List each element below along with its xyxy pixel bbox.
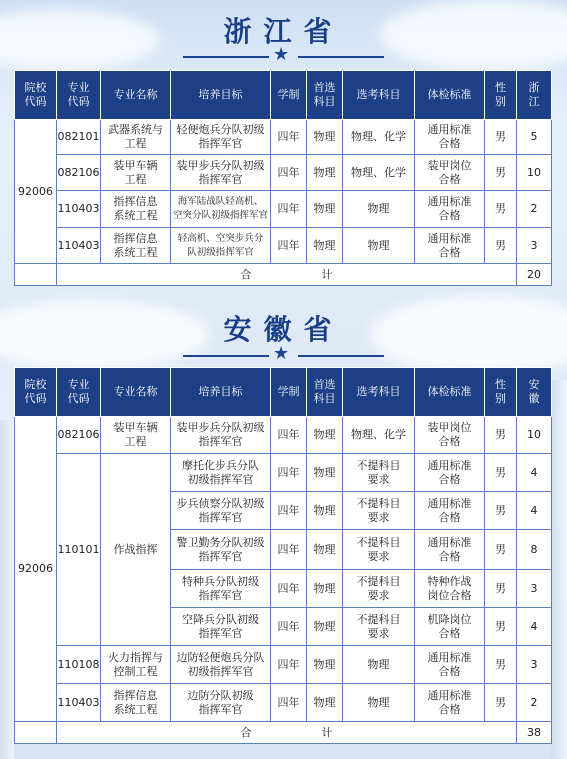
total-label: 合 计 <box>57 264 517 286</box>
title-decoration <box>0 44 567 65</box>
sex: 男 <box>485 155 517 191</box>
elective-subject: 物理、化学 <box>343 417 415 454</box>
header-major-code: 专业 代码 <box>57 368 101 417</box>
total-label: 合 计 <box>57 722 517 744</box>
table-row <box>15 191 552 228</box>
table-header-row <box>15 368 552 417</box>
elective-subject: 不提科目 要求 <box>343 570 415 608</box>
background-building <box>551 380 567 759</box>
major-code: 110403 <box>57 684 101 722</box>
major-code: 082106 <box>57 155 101 191</box>
header-goal: 培养目标 <box>171 368 271 417</box>
header-province: 浙 江 <box>517 71 552 120</box>
major-name: 武器系统与 工程 <box>101 120 171 155</box>
major-name: 指挥信息 系统工程 <box>101 191 171 228</box>
health-standard: 通用标准 合格 <box>415 228 485 264</box>
title-decoration <box>0 343 567 364</box>
major-name: 作战指挥 <box>101 454 171 646</box>
header-school-code: 院校 代码 <box>15 71 57 120</box>
header-major-code: 专业 代码 <box>57 71 101 120</box>
sex: 男 <box>485 608 517 646</box>
years: 四年 <box>271 570 307 608</box>
quota: 4 <box>517 608 552 646</box>
quota: 3 <box>517 570 552 608</box>
header-school-code: 院校 代码 <box>15 368 57 417</box>
health-standard: 通用标准 合格 <box>415 454 485 492</box>
header-years: 学制 <box>271 368 307 417</box>
training-goal: 装甲步兵分队初级 指挥军官 <box>171 155 271 191</box>
header-sex: 性 别 <box>485 71 517 120</box>
total-row <box>15 264 552 286</box>
elective-subject: 物理、化学 <box>343 120 415 155</box>
sex: 男 <box>485 417 517 454</box>
table-row <box>15 684 552 722</box>
sex: 男 <box>485 454 517 492</box>
header-province: 安 徽 <box>517 368 552 417</box>
background-building <box>0 420 14 759</box>
first-subject: 物理 <box>307 228 343 264</box>
first-subject: 物理 <box>307 417 343 454</box>
training-goal: 装甲步兵分队初级 指挥军官 <box>171 417 271 454</box>
section-title-anhui: 安徽省 <box>223 313 344 346</box>
first-subject: 物理 <box>307 191 343 228</box>
first-subject: 物理 <box>307 530 343 570</box>
training-goal: 边防分队初级 指挥军官 <box>171 684 271 722</box>
major-name: 指挥信息 系统工程 <box>101 684 171 722</box>
total-value: 38 <box>517 722 552 744</box>
star-icon: ★ <box>273 44 290 65</box>
health-standard: 通用标准 合格 <box>415 191 485 228</box>
years: 四年 <box>271 492 307 530</box>
quota: 4 <box>517 492 552 530</box>
major-name: 火力指挥与 控制工程 <box>101 646 171 684</box>
header-health: 体检标准 <box>415 71 485 120</box>
years: 四年 <box>271 530 307 570</box>
training-goal: 摩托化步兵分队 初级指挥军官 <box>171 454 271 492</box>
header-health: 体检标准 <box>415 368 485 417</box>
health-standard: 装甲岗位 合格 <box>415 155 485 191</box>
health-standard: 通用标准 合格 <box>415 684 485 722</box>
training-goal: 警卫勤务分队初级 指挥军官 <box>171 530 271 570</box>
quota: 2 <box>517 684 552 722</box>
elective-subject: 物理 <box>343 191 415 228</box>
training-goal: 轻高机、空突步兵分 队初级指挥军官 <box>171 228 271 264</box>
training-goal: 步兵侦察分队初级 指挥军官 <box>171 492 271 530</box>
quota: 3 <box>517 228 552 264</box>
first-subject: 物理 <box>307 454 343 492</box>
table-row <box>15 417 552 454</box>
major-code: 110403 <box>57 228 101 264</box>
table-row <box>15 228 552 264</box>
sex: 男 <box>485 570 517 608</box>
years: 四年 <box>271 155 307 191</box>
school-code: 92006 <box>15 120 57 264</box>
health-standard: 通用标准 合格 <box>415 646 485 684</box>
years: 四年 <box>271 646 307 684</box>
table-row <box>15 646 552 684</box>
years: 四年 <box>271 608 307 646</box>
sex: 男 <box>485 492 517 530</box>
training-goal: 轻便炮兵分队初级 指挥军官 <box>171 120 271 155</box>
training-goal: 空降兵分队初级 指挥军官 <box>171 608 271 646</box>
first-subject: 物理 <box>307 684 343 722</box>
elective-subject: 物理 <box>343 646 415 684</box>
table-header-row <box>15 71 552 120</box>
quota: 3 <box>517 646 552 684</box>
quota: 10 <box>517 155 552 191</box>
quota: 10 <box>517 417 552 454</box>
total-row <box>15 722 552 744</box>
major-code: 110108 <box>57 646 101 684</box>
quota: 8 <box>517 530 552 570</box>
first-subject: 物理 <box>307 120 343 155</box>
table-row <box>15 120 552 155</box>
sex: 男 <box>485 120 517 155</box>
header-goal: 培养目标 <box>171 71 271 120</box>
training-goal: 边防轻便炮兵分队 初级指挥军官 <box>171 646 271 684</box>
elective-subject: 不提科目 要求 <box>343 492 415 530</box>
major-name: 指挥信息 系统工程 <box>101 228 171 264</box>
first-subject: 物理 <box>307 570 343 608</box>
health-standard: 特种作战 岗位合格 <box>415 570 485 608</box>
header-years: 学制 <box>271 71 307 120</box>
header-sex: 性 别 <box>485 368 517 417</box>
total-value: 20 <box>517 264 552 286</box>
header-major-name: 专业名称 <box>101 71 171 120</box>
elective-subject: 不提科目 要求 <box>343 454 415 492</box>
first-subject: 物理 <box>307 492 343 530</box>
elective-subject: 物理、化学 <box>343 155 415 191</box>
first-subject: 物理 <box>307 608 343 646</box>
header-elective: 选考科目 <box>343 368 415 417</box>
table-row <box>15 454 552 492</box>
header-major-name: 专业名称 <box>101 368 171 417</box>
elective-subject: 不提科目 要求 <box>343 608 415 646</box>
years: 四年 <box>271 191 307 228</box>
years: 四年 <box>271 417 307 454</box>
quota: 5 <box>517 120 552 155</box>
sex: 男 <box>485 228 517 264</box>
health-standard: 通用标准 合格 <box>415 492 485 530</box>
health-standard: 机降岗位 合格 <box>415 608 485 646</box>
header-elective: 选考科目 <box>343 71 415 120</box>
header-first-subject: 首选 科目 <box>307 368 343 417</box>
elective-subject: 物理 <box>343 684 415 722</box>
table-row <box>15 155 552 191</box>
first-subject: 物理 <box>307 646 343 684</box>
years: 四年 <box>271 454 307 492</box>
sex: 男 <box>485 191 517 228</box>
sex: 男 <box>485 530 517 570</box>
quota: 4 <box>517 454 552 492</box>
enrollment-table-anhui <box>14 367 552 744</box>
enrollment-table-zhejiang <box>14 70 552 286</box>
quota: 2 <box>517 191 552 228</box>
years: 四年 <box>271 120 307 155</box>
years: 四年 <box>271 684 307 722</box>
first-subject: 物理 <box>307 155 343 191</box>
sex: 男 <box>485 684 517 722</box>
section-title-zhejiang: 浙江省 <box>223 15 344 48</box>
header-first-subject: 首选 科目 <box>307 71 343 120</box>
health-standard: 通用标准 合格 <box>415 120 485 155</box>
school-code: 92006 <box>15 417 57 722</box>
major-name: 装甲车辆 工程 <box>101 417 171 454</box>
elective-subject: 物理 <box>343 228 415 264</box>
health-standard: 通用标准 合格 <box>415 530 485 570</box>
star-icon: ★ <box>273 343 290 364</box>
major-code: 082101 <box>57 120 101 155</box>
major-code: 082106 <box>57 417 101 454</box>
major-code: 110403 <box>57 191 101 228</box>
elective-subject: 不提科目 要求 <box>343 530 415 570</box>
training-goal: 特种兵分队初级 指挥军官 <box>171 570 271 608</box>
major-code: 110101 <box>57 454 101 646</box>
sex: 男 <box>485 646 517 684</box>
years: 四年 <box>271 228 307 264</box>
major-name: 装甲车辆 工程 <box>101 155 171 191</box>
training-goal: 海军陆战队轻高机、 空突分队初级指挥军官 <box>171 191 271 228</box>
health-standard: 装甲岗位 合格 <box>415 417 485 454</box>
